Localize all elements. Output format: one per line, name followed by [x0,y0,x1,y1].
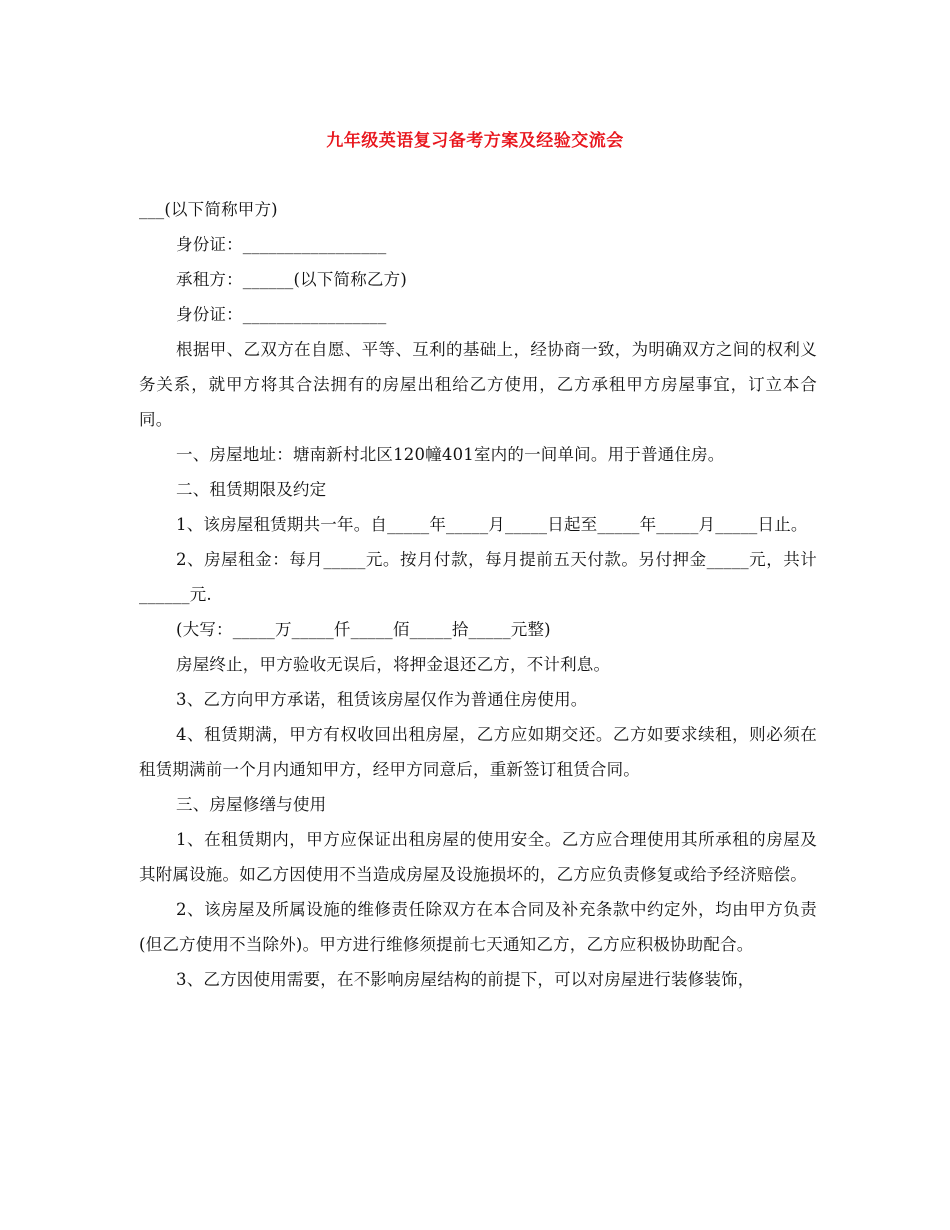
clause-term: 1、该房屋租赁期共一年。自_____年_____月_____日起至_____年_____月_____日止。 [176,515,808,534]
clause-maintenance: 2、该房屋及所属设施的维修责任除双方在本合同及补充条款中约定外，均由甲方负责(但乙方使用不当除外)。甲方进行维修须提前七天通知乙方，乙方应积极协助配合。 [139,900,817,954]
clause-renewal: 4、租赁期满，甲方有权收回出租房屋，乙方应如期交还。乙方如要求续租，则必须在租赁期满前一个月内通知甲方，经甲方同意后，重新签订租赁合同。 [139,725,817,779]
clause-rent: 2、房屋租金：每月_____元。按月付款，每月提前五天付款。另付押金_____元，共计______元. [139,550,817,604]
clause-rent-capital: (大写：_____万_____仟_____佰_____拾_____元整) [176,620,551,639]
clause-deposit-return: 房屋终止，甲方验收无误后，将押金退还乙方，不计利息。 [176,655,611,674]
clause-usage-promise: 3、乙方向甲方承诺，租赁该房屋仅作为普通住房使用。 [176,690,588,709]
section-heading-repair: 三、房屋修缮与使用 [176,795,327,814]
clause-decoration: 3、乙方因使用需要，在不影响房屋结构的前提下，可以对房屋进行装修装饰， [176,970,755,989]
clause-safety: 1、在租赁期内，甲方应保证出租房屋的使用安全。乙方应合理使用其所承租的房屋及其附属设施。如乙方因使用不当造成房屋及设施损坏的，乙方应负责修复或给予经济赔偿。 [139,830,817,884]
party-a-line: ___(以下简称甲方) [139,200,278,219]
clause-address: 一、房屋地址：塘南新村北区120幢401室内的一间单间。用于普通住房。 [176,445,725,464]
id-card-line-a: 身份证：_________________ [176,235,387,254]
preamble-paragraph: 根据甲、乙双方在自愿、平等、互利的基础上，经协商一致，为明确双方之间的权利义务关系，就甲方将其合法拥有的房屋出租给乙方使用，乙方承租甲方房屋事宜，订立本合同。 [139,340,817,429]
section-heading-term: 二、租赁期限及约定 [176,480,327,499]
document-title: 九年级英语复习备考方案及经验交流会 [326,131,624,151]
id-card-line-b: 身份证：_________________ [176,305,387,324]
lessee-line: 承租方：______(以下简称乙方) [176,270,407,289]
document-body [139,192,817,997]
